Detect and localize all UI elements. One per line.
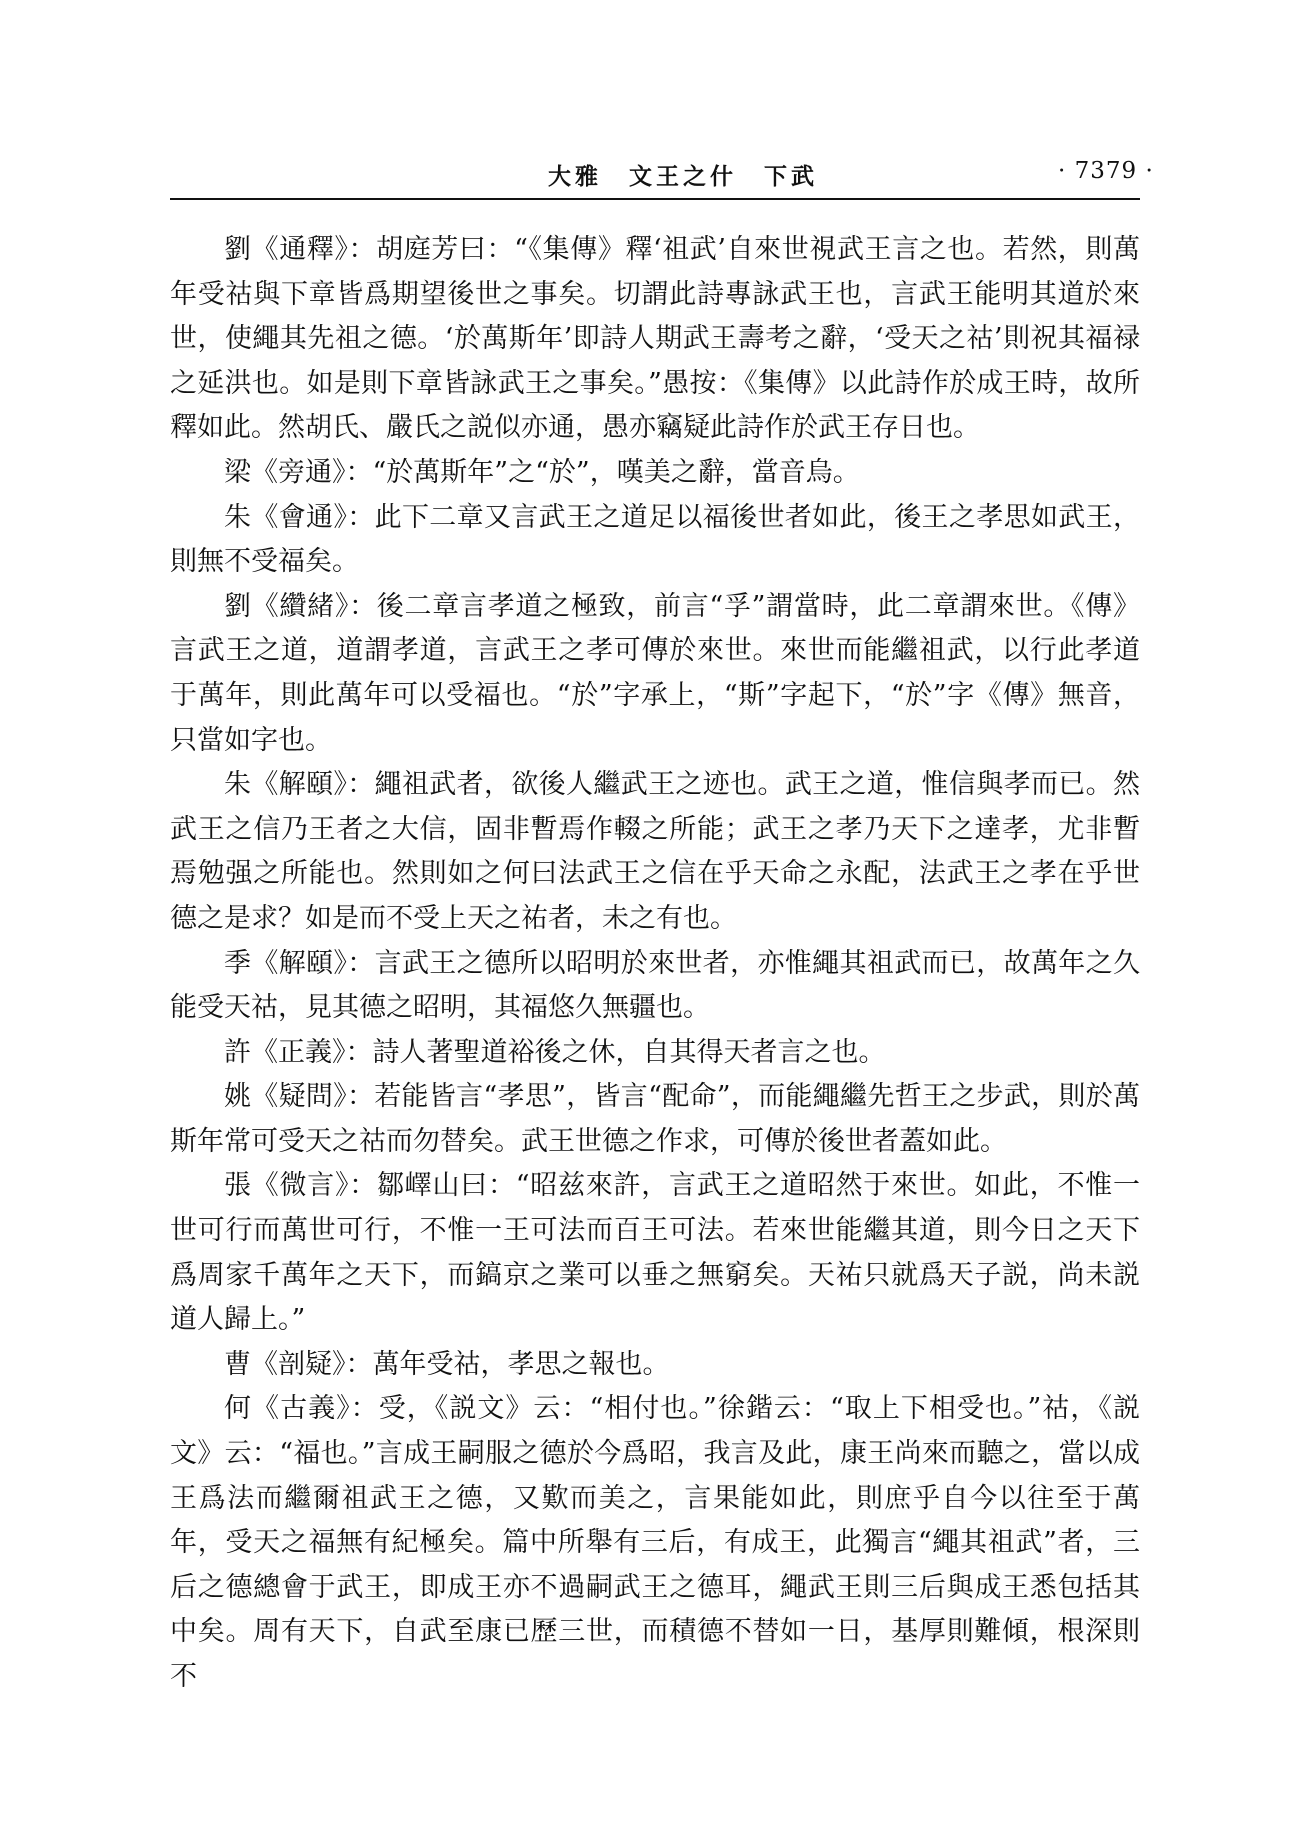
paragraph-zhang-weiyan: 張《微言》：鄒嶧山曰：“昭兹來許，言武王之道昭然于來世。如此，不惟一世可行而萬世可行，不惟一王可法而百王可法。若來世能繼其道，則今日之天下爲周家千萬年之天下，而鎬京之業可以垂之無窮矣。天祐只就爲天子説，尚未説道人歸上。” [170,1170,1140,1336]
paragraph-ji-jieyi: 季《解頤》：言武王之德所以昭明於來世者，亦惟繩其祖武而已，故萬年之久能受天祜，見其德之昭明，其福悠久無疆也。 [170,947,1140,1024]
header-rule [170,198,1140,200]
paragraph-he-guyi: 何《古義》：受，《説文》云：“相付也。”徐鍇云：“取上下相受也。”祜，《説文》云：“福也。”言成王嗣服之德於今爲昭，我言及此，康王尚來而聽之，當以成王爲法而繼爾祖武王之德，又歎而美之，言果能如此，則庶乎自今以往至于萬年，受天之福無有紀極矣。篇中所舉有三后，有成王，此獨言“繩其祖武”者，三后之德總會于武王，即成王亦不過嗣武王之德耳，繩武王則三后與成王悉包括其中矣。周有天下，自武至康已歷三世，而積德不替如一日，基厚則難傾，根深則不 [170,1393,1140,1692]
paragraph-xu-zhengyi: 許《正義》：詩人著聖道裕後之休，自其得天者言之也。 [224,1036,886,1068]
paragraph-yao-yiwen: 姚《疑問》：若能皆言“孝思”，皆言“配命”，而能繩繼先哲王之步武，則於萬斯年常可受天之祜而勿替矣。武王世德之作求，可傳於後世者蓋如此。 [170,1081,1140,1157]
paragraph-liang-pangtong: 梁《旁通》：“於萬斯年”之“於”，嘆美之辭，當音烏。 [224,456,860,488]
paragraph-zhu-huitong: 朱《會通》：此下二章又言武王之道足以福後世者如此，後王之孝思如武王，則無不受福矣。 [170,501,1140,578]
paragraph-liu-zuanxu: 劉《纘緒》：後二章言孝道之極致，前言“孚”謂當時，此二章謂來世。《傳》言武王之道，道謂孝道，言武王之孝可傳於來世。來世而能繼祖武，以行此孝道于萬年，則此萬年可以受福也。“於”字承上，“斯”字起下，“於”字《傳》無音，只當如字也。 [170,590,1140,756]
paragraph-cao-pouyi: 曹《剖疑》：萬年受祜，孝思之報也。 [224,1348,670,1380]
running-title: 大雅 文王之什 下武 [548,163,818,190]
page-number: · 7379 · [1058,158,1154,184]
paragraph-zhu-jieyi: 朱《解頤》：繩祖武者，欲後人繼武王之迹也。武王之道，惟信與孝而已。然武王之信乃王者之大信，固非暫焉作輟之所能；武王之孝乃天下之達孝，尤非暫焉勉强之所能也。然則如之何曰法武王之信在乎天命之永配，法武王之孝在乎世德之是求？如是而不受上天之祐者，未之有也。 [170,769,1140,934]
main-text [170,228,1140,1700]
paragraph-liu-tongshi: 劉《通釋》：胡庭芳曰：“《集傳》釋‘祖武’自來世視武王言之也。若然，則萬年受祜與下章皆爲期望後世之事矣。切謂此詩專詠武王也，言武王能明其道於來世，使繩其先祖之德。‘於萬斯年’即詩人期武王壽考之辭，‘受天之祜’則祝其福禄之延洪也。如是則下章皆詠武王之事矣。”愚按：《集傳》以此詩作於成王時，故所釋如此。然胡氏、嚴氏之説似亦通，愚亦竊疑此詩作於武王存日也。 [170,234,1140,444]
